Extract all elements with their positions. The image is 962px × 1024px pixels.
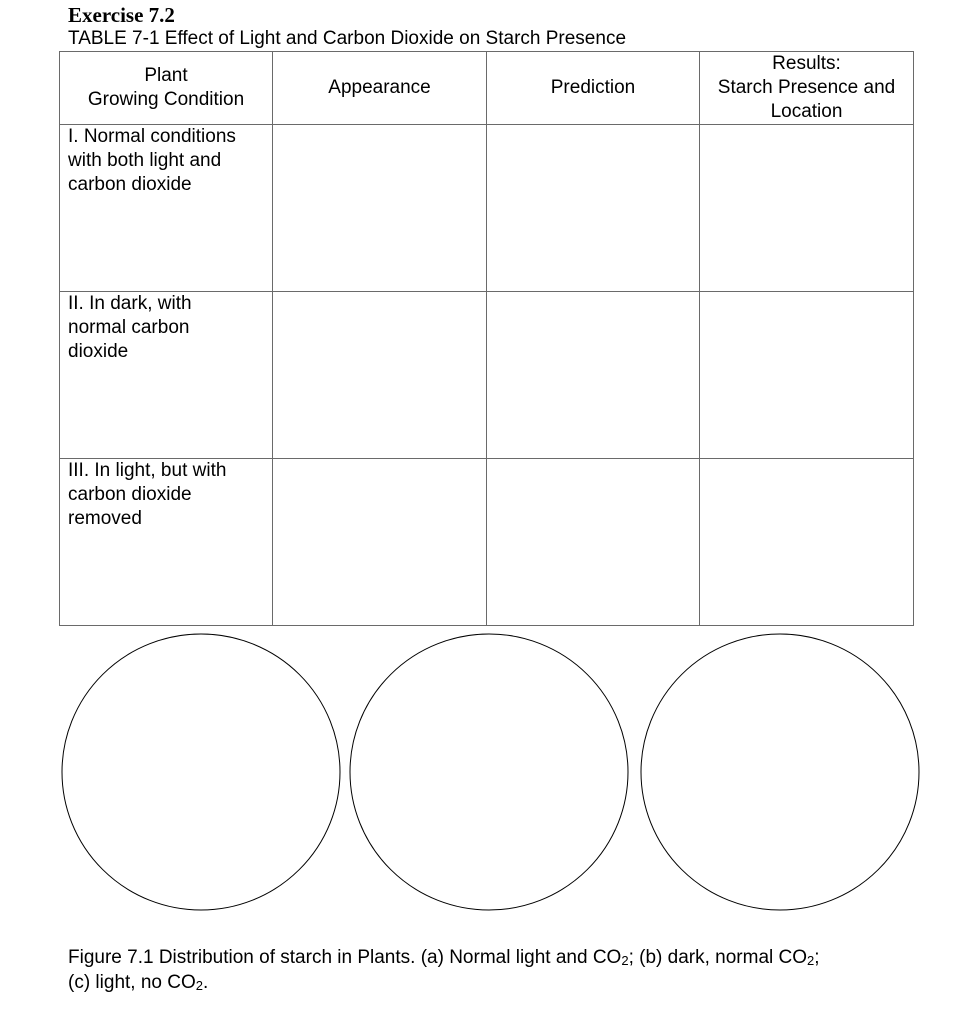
condition-cell (60, 459, 273, 626)
caption-text: . (203, 972, 209, 993)
table-caption: TABLE 7-1 Effect of Light and Carbon Dioxide on Starch Presence (68, 28, 627, 49)
prediction-cell[interactable] (487, 125, 700, 292)
leaf-circle-c (641, 634, 919, 910)
condition-cell (60, 125, 273, 292)
table-row (60, 292, 914, 459)
caption-subscript: 2 (807, 953, 815, 968)
caption-text: ; (b) dark, normal CO (628, 947, 808, 968)
figure-caption (68, 945, 928, 995)
appearance-cell[interactable] (273, 292, 487, 459)
results-cell[interactable] (700, 125, 914, 292)
table-row (60, 459, 914, 626)
condition-text: III. In light, but with carbon dioxide removed (68, 460, 227, 529)
leaf-circle-a (62, 634, 340, 910)
caption-subscript: 2 (621, 953, 629, 968)
prediction-cell[interactable] (487, 459, 700, 626)
header-appearance: Appearance (273, 52, 487, 125)
appearance-cell[interactable] (273, 459, 487, 626)
table-row (60, 125, 914, 292)
figure-caption-line-1 (68, 945, 928, 970)
header-results: Results: Starch Presence and Location (700, 52, 914, 125)
figure-caption-line-2 (68, 970, 928, 995)
caption-text: (c) light, no CO (68, 972, 196, 993)
header-growing-condition: Plant Growing Condition (60, 52, 273, 125)
caption-text: ; (814, 947, 820, 968)
starch-distribution-figure (0, 630, 962, 930)
exercise-title: Exercise 7.2 (68, 3, 175, 27)
header-prediction: Prediction (487, 52, 700, 125)
condition-text: II. In dark, with normal carbon dioxide (68, 293, 192, 362)
prediction-cell[interactable] (487, 292, 700, 459)
results-cell[interactable] (700, 292, 914, 459)
results-cell[interactable] (700, 459, 914, 626)
caption-subscript: 2 (195, 978, 203, 993)
appearance-cell[interactable] (273, 125, 487, 292)
caption-text: Figure 7.1 Distribution of starch in Plants. (a) Normal light and CO (68, 947, 622, 968)
table-header-row (60, 52, 914, 125)
condition-text: I. Normal conditions with both light and carbon dioxide (68, 126, 236, 195)
condition-cell (60, 292, 273, 459)
starch-results-table (59, 51, 914, 626)
leaf-circle-b (350, 634, 628, 910)
